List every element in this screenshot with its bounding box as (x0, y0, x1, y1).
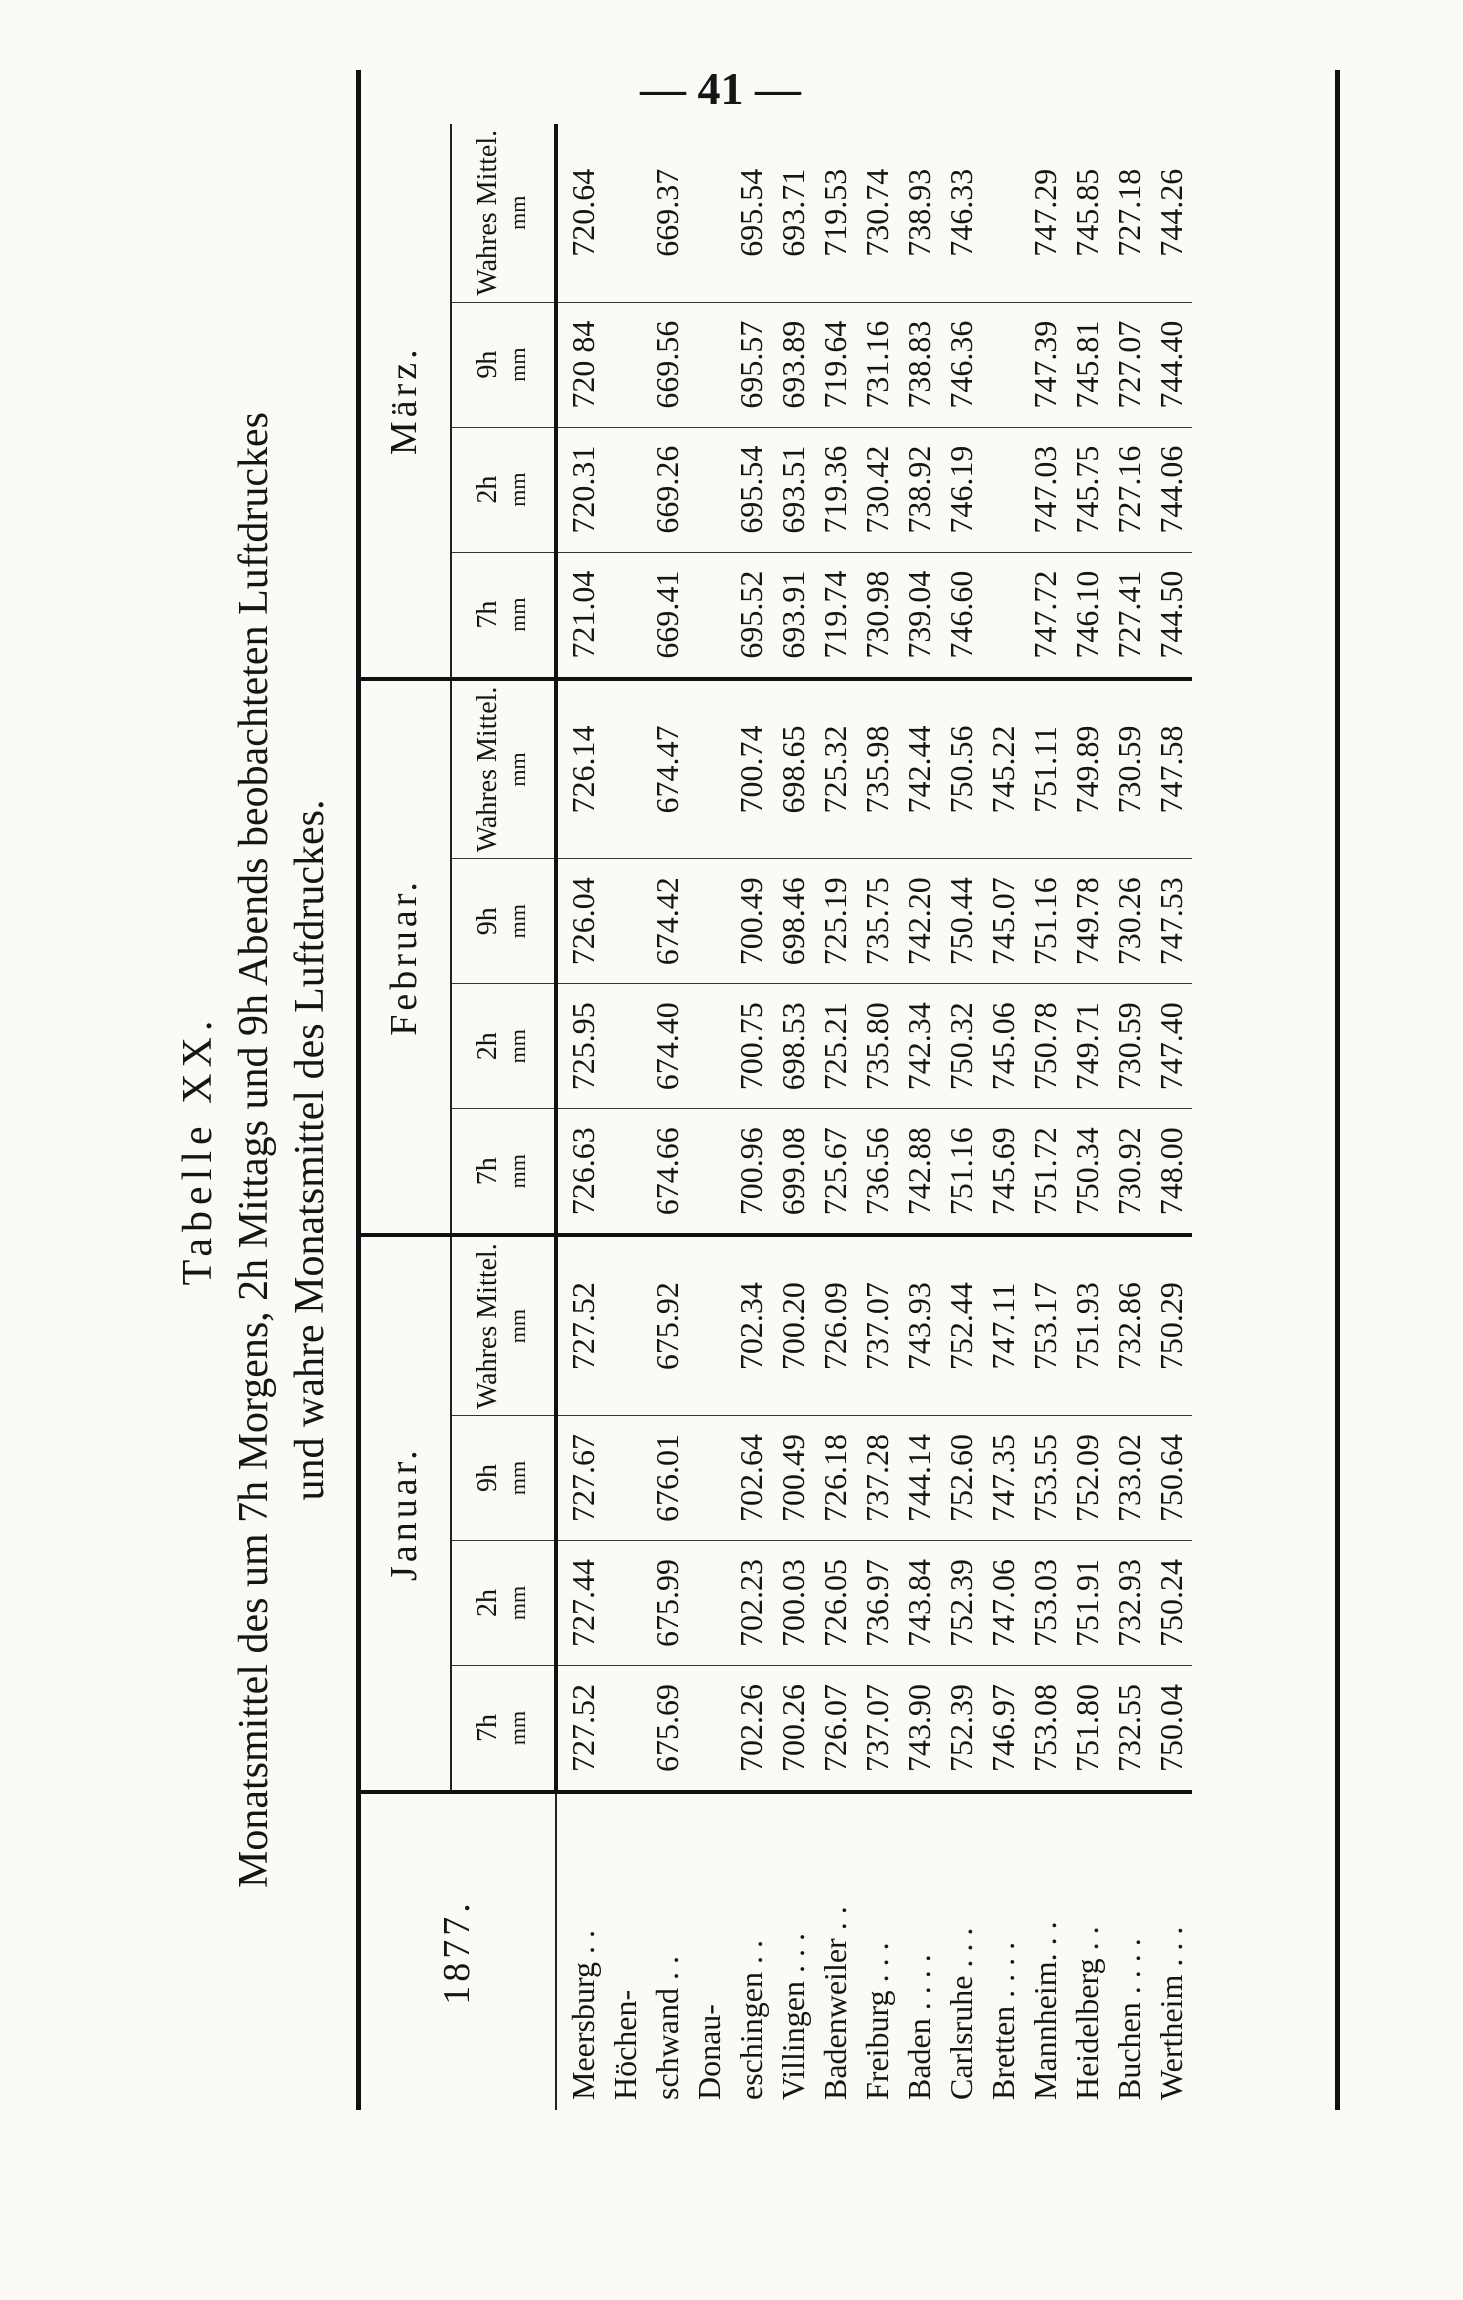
station-name: Donau- (688, 1792, 730, 2110)
subheader-label: 9h (472, 350, 503, 379)
pressure-value (688, 124, 730, 302)
subheader-hour (451, 552, 556, 679)
pressure-value: 746.60 (940, 552, 982, 679)
page-number: — 41 — (640, 63, 801, 114)
pressure-value: 719.36 (814, 427, 856, 552)
pressure-value: 745.07 (982, 859, 1024, 984)
pressure-value: 746.19 (940, 427, 982, 552)
pressure-value (604, 1235, 646, 1415)
pressure-value: 726.09 (814, 1235, 856, 1415)
subheader-wahres-mittel (451, 124, 556, 302)
station-name: Badenweiler . . (814, 1792, 856, 2110)
pressure-value: 750.24 (1150, 1541, 1192, 1666)
pressure-value: 751.11 (1024, 679, 1066, 859)
pressure-value: 732.93 (1108, 1541, 1150, 1666)
subheader-label: 7h (472, 1714, 503, 1742)
pressure-value: 695.54 (733, 168, 769, 257)
pressure-value: 730.98 (856, 552, 898, 679)
pressure-value: 742.88 (898, 1109, 940, 1236)
pressure-value: 752.60 (940, 1416, 982, 1541)
pressure-value: 735.80 (856, 984, 898, 1109)
pressure-value: 745.22 (982, 679, 1024, 859)
table-row (814, 124, 856, 2110)
pressure-value: 674.40 (646, 984, 688, 1109)
subheader-label: 7h (472, 1157, 503, 1186)
pressure-value: 745.06 (982, 984, 1024, 1109)
pressure-value: 726.14 (556, 679, 604, 859)
pressure-value (982, 552, 1024, 679)
pressure-value: 753.55 (1024, 1416, 1066, 1541)
pressure-value (688, 859, 730, 984)
pressure-value: 730.92 (1108, 1109, 1150, 1236)
pressure-value: 730.59 (1108, 984, 1150, 1109)
pressure-value: 749.89 (1066, 679, 1108, 859)
pressure-value: 747.58 (1150, 679, 1192, 859)
pressure-value: 700.20 (772, 1235, 814, 1415)
pressure-value: 751.91 (1066, 1541, 1108, 1666)
pressure-value: 669.41 (646, 552, 688, 679)
subheader-hour (451, 984, 556, 1109)
pressure-value (604, 859, 646, 984)
pressure-value (982, 302, 1024, 427)
pressure-value: 748.00 (1150, 1109, 1192, 1236)
pressure-value: 731.16 (856, 302, 898, 427)
pressure-value: 693.89 (772, 302, 814, 427)
caption-line-2: und wahre Monatsmittel des Luftdruckes. (287, 799, 333, 1501)
pressure-value: 747.03 (1024, 427, 1066, 552)
station-name: Mannheim. . . (1024, 1792, 1066, 2110)
table-row (940, 124, 982, 2110)
pressure-value (688, 1541, 730, 1666)
pressure-value (604, 1666, 646, 1793)
subheader-hour (451, 1416, 556, 1541)
pressure-value: 747.11 (982, 1235, 1024, 1415)
table-row (1150, 124, 1192, 2110)
pressure-value: 730.74 (859, 168, 895, 257)
pressure-value: 698.65 (772, 679, 814, 859)
pressure-value (688, 1666, 730, 1793)
pressure-value: 737.28 (856, 1416, 898, 1541)
pressure-value (688, 1235, 730, 1415)
pressure-value: 742.34 (898, 984, 940, 1109)
pressure-value: 719.64 (814, 302, 856, 427)
pressure-value: 752.44 (940, 1235, 982, 1415)
subheader-label: 7h (472, 600, 503, 629)
table-caption (170, 200, 338, 2100)
pressure-value: 727.52 (556, 1666, 604, 1793)
pressure-value: 749.78 (1066, 859, 1108, 984)
pressure-value: 747.35 (982, 1416, 1024, 1541)
subheader-label: Wahres Mittel. (472, 1243, 503, 1409)
pressure-value (604, 1416, 646, 1541)
table-row (688, 124, 730, 2110)
pressure-value: 750.56 (940, 679, 982, 859)
pressure-value: 747.72 (1024, 552, 1066, 679)
pressure-value: 727.41 (1108, 552, 1150, 679)
pressure-value: 719.53 (817, 168, 853, 257)
month-header-row (358, 124, 451, 2110)
station-name: Baden . . . . (898, 1792, 940, 2110)
table-row (556, 124, 604, 2110)
station-name: Meersburg . . (556, 1792, 604, 2110)
pressure-value: 693.71 (775, 168, 811, 257)
pressure-value: 733.02 (1108, 1416, 1150, 1541)
pressure-value: 727.16 (1108, 427, 1150, 552)
table-row (982, 124, 1024, 2110)
month-header-maerz: März. (358, 124, 451, 679)
pressure-value: 732.86 (1108, 1235, 1150, 1415)
pressure-value: 742.20 (898, 859, 940, 984)
pressure-value: 693.51 (772, 427, 814, 552)
pressure-value: 743.90 (898, 1666, 940, 1793)
pressure-value: 745.85 (1069, 168, 1105, 257)
subheader-hour (451, 859, 556, 984)
pressure-value: 752.09 (1066, 1416, 1108, 1541)
subheader-label: 2h (472, 1589, 503, 1617)
pressure-value: 735.98 (856, 679, 898, 859)
pressure-value: 750.32 (940, 984, 982, 1109)
pressure-value: 726.63 (556, 1109, 604, 1236)
table-row (898, 124, 940, 2110)
pressure-value: 742.44 (898, 679, 940, 859)
station-name: schwand . . (646, 1792, 688, 2110)
subheader-label: 2h (472, 1032, 503, 1061)
pressure-value (604, 679, 646, 859)
pressure-table (358, 124, 1192, 2110)
unit-label: mm (505, 1029, 530, 1064)
table-row (730, 124, 772, 2110)
pressure-value: 695.57 (730, 302, 772, 427)
subheader-hour (451, 1109, 556, 1236)
pressure-value: 727.67 (556, 1416, 604, 1541)
pressure-value: 746.33 (943, 168, 979, 257)
pressure-value: 745.75 (1066, 427, 1108, 552)
unit-label: mm (505, 347, 530, 382)
pressure-value: 721.04 (556, 552, 604, 679)
station-name: Höchen- (604, 1792, 646, 2110)
pressure-value: 745.81 (1066, 302, 1108, 427)
pressure-value: 737.07 (856, 1235, 898, 1415)
pressure-value: 744.14 (898, 1416, 940, 1541)
pressure-value: 744.06 (1150, 427, 1192, 552)
pressure-value: 698.53 (772, 984, 814, 1109)
table-title: Tabelle XX. (175, 1014, 221, 1286)
pressure-value (982, 124, 1024, 302)
pressure-value: 725.19 (814, 859, 856, 984)
pressure-value: 700.49 (730, 859, 772, 984)
pressure-value: 730.26 (1108, 859, 1150, 984)
table-bottom-rule (1335, 70, 1340, 2110)
pressure-value: 727.52 (556, 1235, 604, 1415)
pressure-value: 675.92 (646, 1235, 688, 1415)
pressure-value (604, 552, 646, 679)
unit-label: mm (505, 904, 530, 939)
pressure-value: 736.56 (856, 1109, 898, 1236)
pressure-value: 730.42 (856, 427, 898, 552)
pressure-value: 738.93 (901, 168, 937, 257)
pressure-value: 750.44 (940, 859, 982, 984)
pressure-value: 725.67 (814, 1109, 856, 1236)
pressure-value: 747.40 (1150, 984, 1192, 1109)
pressure-value (604, 1109, 646, 1236)
table-row (1024, 124, 1066, 2110)
pressure-value (604, 427, 646, 552)
pressure-value: 726.07 (814, 1666, 856, 1793)
unit-label: mm (505, 597, 530, 632)
table-row (1066, 124, 1108, 2110)
pressure-value: 727.18 (1111, 168, 1147, 257)
pressure-value: 726.04 (556, 859, 604, 984)
pressure-value (688, 552, 730, 679)
table-row (646, 124, 688, 2110)
pressure-value (688, 984, 730, 1109)
pressure-value: 702.23 (730, 1541, 772, 1666)
pressure-value: 727.07 (1108, 302, 1150, 427)
pressure-value: 747.06 (982, 1541, 1024, 1666)
pressure-value: 750.29 (1150, 1235, 1192, 1415)
pressure-value: 674.66 (646, 1109, 688, 1236)
pressure-value: 720 84 (556, 302, 604, 427)
pressure-value (688, 302, 730, 427)
pressure-value: 747.29 (1027, 168, 1063, 257)
pressure-value: 737.07 (856, 1666, 898, 1793)
pressure-value: 727.44 (556, 1541, 604, 1666)
pressure-value (604, 124, 646, 302)
month-header-januar: Januar. (358, 1235, 451, 1792)
pressure-value (688, 1416, 730, 1541)
pressure-value: 753.03 (1024, 1541, 1066, 1666)
table-row (772, 124, 814, 2110)
pressure-value: 700.74 (730, 679, 772, 859)
pressure-value: 674.42 (646, 859, 688, 984)
pressure-value: 735.75 (856, 859, 898, 984)
pressure-value: 744.26 (1153, 168, 1189, 257)
pressure-value: 699.08 (772, 1109, 814, 1236)
subheader-hour (451, 1541, 556, 1666)
pressure-value: 726.05 (814, 1541, 856, 1666)
pressure-value: 750.78 (1024, 984, 1066, 1109)
pressure-value: 738.92 (898, 427, 940, 552)
pressure-value: 700.49 (772, 1416, 814, 1541)
pressure-value: 702.26 (730, 1666, 772, 1793)
pressure-value: 751.80 (1066, 1666, 1108, 1793)
pressure-value: 746.36 (940, 302, 982, 427)
pressure-value: 676.01 (646, 1416, 688, 1541)
pressure-value: 749.71 (1066, 984, 1108, 1109)
pressure-value: 750.34 (1066, 1109, 1108, 1236)
station-name: Wertheim . . . (1150, 1792, 1192, 2110)
pressure-value: 751.16 (1024, 859, 1066, 984)
pressure-value (604, 984, 646, 1109)
pressure-value: 675.69 (646, 1666, 688, 1793)
subheader-label: 2h (472, 475, 503, 504)
pressure-value: 744.40 (1150, 302, 1192, 427)
pressure-value: 695.52 (730, 552, 772, 679)
pressure-value: 669.56 (646, 302, 688, 427)
station-name: Heidelberg . . (1066, 1792, 1108, 2110)
unit-label: mm (505, 1585, 530, 1621)
pressure-value: 695.54 (730, 427, 772, 552)
table-row (604, 124, 646, 2110)
pressure-value: 725.95 (556, 984, 604, 1109)
unit-label: mm (505, 1460, 530, 1496)
pressure-value: 745.69 (982, 1109, 1024, 1236)
pressure-value: 751.16 (940, 1109, 982, 1236)
pressure-value: 720.64 (565, 168, 601, 257)
table-row (1108, 124, 1150, 2110)
pressure-value: 736.97 (856, 1541, 898, 1666)
table-row (856, 124, 898, 2110)
pressure-value: 725.21 (814, 984, 856, 1109)
subheader-hour (451, 302, 556, 427)
pressure-value: 751.72 (1024, 1109, 1066, 1236)
pressure-value (688, 1109, 730, 1236)
pressure-value: 669.26 (646, 427, 688, 552)
table-body (556, 124, 1192, 2110)
subheader-label: Wahres Mittel. (472, 129, 503, 296)
pressure-value: 738.83 (898, 302, 940, 427)
pressure-value: 746.10 (1066, 552, 1108, 679)
pressure-value (604, 1541, 646, 1666)
subheader-label: Wahres Mittel. (472, 686, 503, 853)
pressure-value (688, 679, 730, 859)
station-name: Carlsruhe . . . (940, 1792, 982, 2110)
subheader-hour (451, 427, 556, 552)
unit-label: mm (505, 1309, 530, 1344)
station-name: Buchen . . . . (1108, 1792, 1150, 2110)
pressure-value: 725.32 (814, 679, 856, 859)
pressure-value (604, 302, 646, 427)
pressure-value: 746.97 (982, 1666, 1024, 1793)
pressure-value: 739.04 (898, 552, 940, 679)
pressure-value: 730.59 (1108, 679, 1150, 859)
year-header: 1877. (358, 1792, 556, 2110)
station-name: Freiburg . . . (856, 1792, 898, 2110)
station-name: eschingen . . (730, 1792, 772, 2110)
pressure-value: 743.84 (898, 1541, 940, 1666)
unit-label: mm (505, 472, 530, 507)
pressure-value: 698.46 (772, 859, 814, 984)
pressure-value: 700.03 (772, 1541, 814, 1666)
subheader-label: 9h (472, 1464, 503, 1492)
subheader-wahres-mittel (451, 1235, 556, 1415)
month-header-februar: Februar. (358, 679, 451, 1236)
pressure-value: 693.91 (772, 552, 814, 679)
pressure-value: 702.64 (730, 1416, 772, 1541)
pressure-value: 669.37 (649, 168, 685, 257)
pressure-value: 674.47 (646, 679, 688, 859)
pressure-value: 700.75 (730, 984, 772, 1109)
pressure-value: 751.93 (1066, 1235, 1108, 1415)
pressure-value: 726.18 (814, 1416, 856, 1541)
pressure-value: 732.55 (1108, 1666, 1150, 1793)
subheader-hour (451, 1666, 556, 1793)
station-name: Villingen . . . (772, 1792, 814, 2110)
pressure-value: 752.39 (940, 1666, 982, 1793)
pressure-value: 720.31 (556, 427, 604, 552)
pressure-value: 747.39 (1024, 302, 1066, 427)
pressure-value: 753.08 (1024, 1666, 1066, 1793)
pressure-value: 675.99 (646, 1541, 688, 1666)
subheader-label: 9h (472, 907, 503, 936)
unit-label: mm (505, 752, 530, 787)
subheader-wahres-mittel (451, 679, 556, 859)
pressure-value (688, 427, 730, 552)
pressure-value: 700.26 (772, 1666, 814, 1793)
unit-label: mm (505, 1710, 530, 1746)
pressure-value: 700.96 (730, 1109, 772, 1236)
caption-line-1: Monatsmittel des um 7h Morgens, 2h Mittags und 9h Abends beobachteten Luftdruckes (231, 412, 277, 1889)
unit-label: mm (505, 1154, 530, 1189)
pressure-value: 752.39 (940, 1541, 982, 1666)
pressure-value: 702.34 (730, 1235, 772, 1415)
pressure-value (982, 427, 1024, 552)
unit-label: mm (505, 195, 530, 230)
pressure-value: 719.74 (814, 552, 856, 679)
pressure-value: 744.50 (1150, 552, 1192, 679)
pressure-value: 750.64 (1150, 1416, 1192, 1541)
pressure-value: 753.17 (1024, 1235, 1066, 1415)
pressure-value: 743.93 (898, 1235, 940, 1415)
pressure-value: 747.53 (1150, 859, 1192, 984)
pressure-value: 750.04 (1150, 1666, 1192, 1793)
station-name: Bretten . . . . (982, 1792, 1024, 2110)
